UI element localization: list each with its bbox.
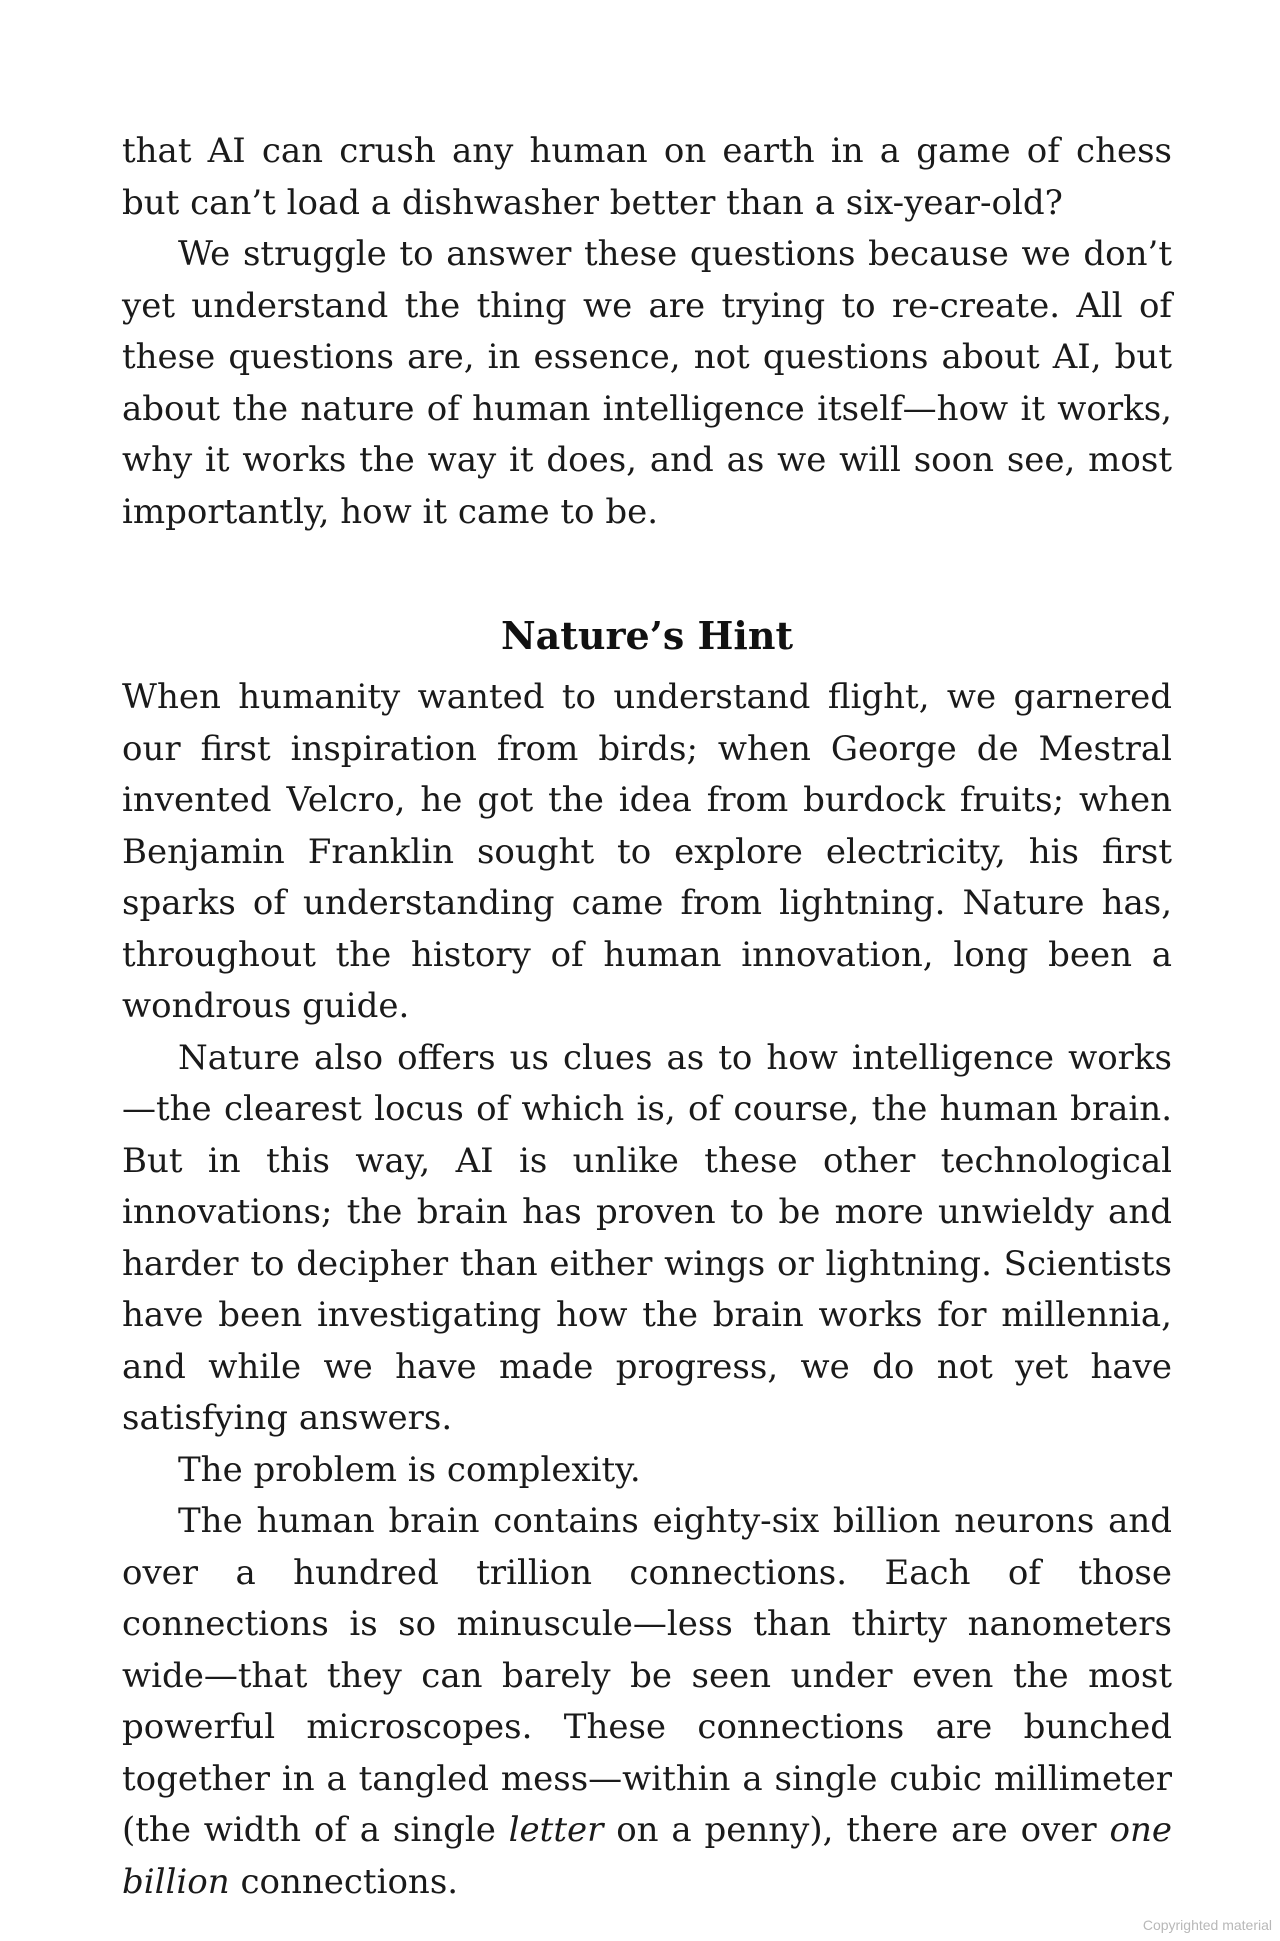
section-heading: Nature’s Hint (500, 613, 794, 658)
paragraph-connections-part1: connections are bunched together in a tangled mess—within a single cubic millimeter (the width of a single (122, 1707, 1173, 1850)
paragraph-struggle: We struggle to answer these questions because we don’t yet understand the thing we are trying to re-create. All of these questions are, in essence, not questions about AI, but about the nature of human intelligence itself—how it works, why it works the way it does, and as we will soon see, most importantly, how it came to be. (122, 234, 1172, 532)
paragraph-nature-guide: When humanity wanted to understand flight, we garnered our first inspiration from birds; when George de Mestral invented Velcro, he got the idea from burdock fruits; when Benjamin Franklin sought to explore electricity, his first sparks of understanding came from lightning. Nature has, throughout the history of human innovation, long been a wondrous guide. (122, 677, 1172, 1026)
paragraph-continuation: that AI can crush any human on earth in a game of chess but can’t load a dishwasher better than a six-year-old? (122, 131, 1172, 223)
paragraph-complexity: The problem is complexity. (178, 1449, 641, 1490)
paragraph-brain-size (122, 1496, 1172, 1908)
page-body (122, 126, 1172, 1908)
paragraph-connections-part2: on a penny), there are over (603, 1810, 1110, 1850)
paragraph-intelligence-clues: Nature also offers us clues as to how intelligence works—the clearest locus of which is, of course, the human brain. But in this way, AI is unlike these other technological innovations; the brain has proven to be more unwieldy and harder to decipher than either wings or lightning. Scientists have been investigating how the brain works for millennia, and while we have made progress, we do not yet have satisfying answers. (122, 1037, 1172, 1438)
italic-one-billion: one billion (122, 1810, 1172, 1902)
paragraph-brain-size-text: The human brain contains eighty-six billion neurons and over a hundred trillion connections. Each of those connections is so minuscule—less than thirty nanometers wide—that they can barely be seen under even the most powerful microscopes. These (122, 1501, 1172, 1747)
paragraph-connections-part3: connections. (229, 1861, 459, 1902)
italic-letter: letter (508, 1810, 604, 1850)
copyright-watermark: Copyrighted material (1142, 1917, 1272, 1933)
